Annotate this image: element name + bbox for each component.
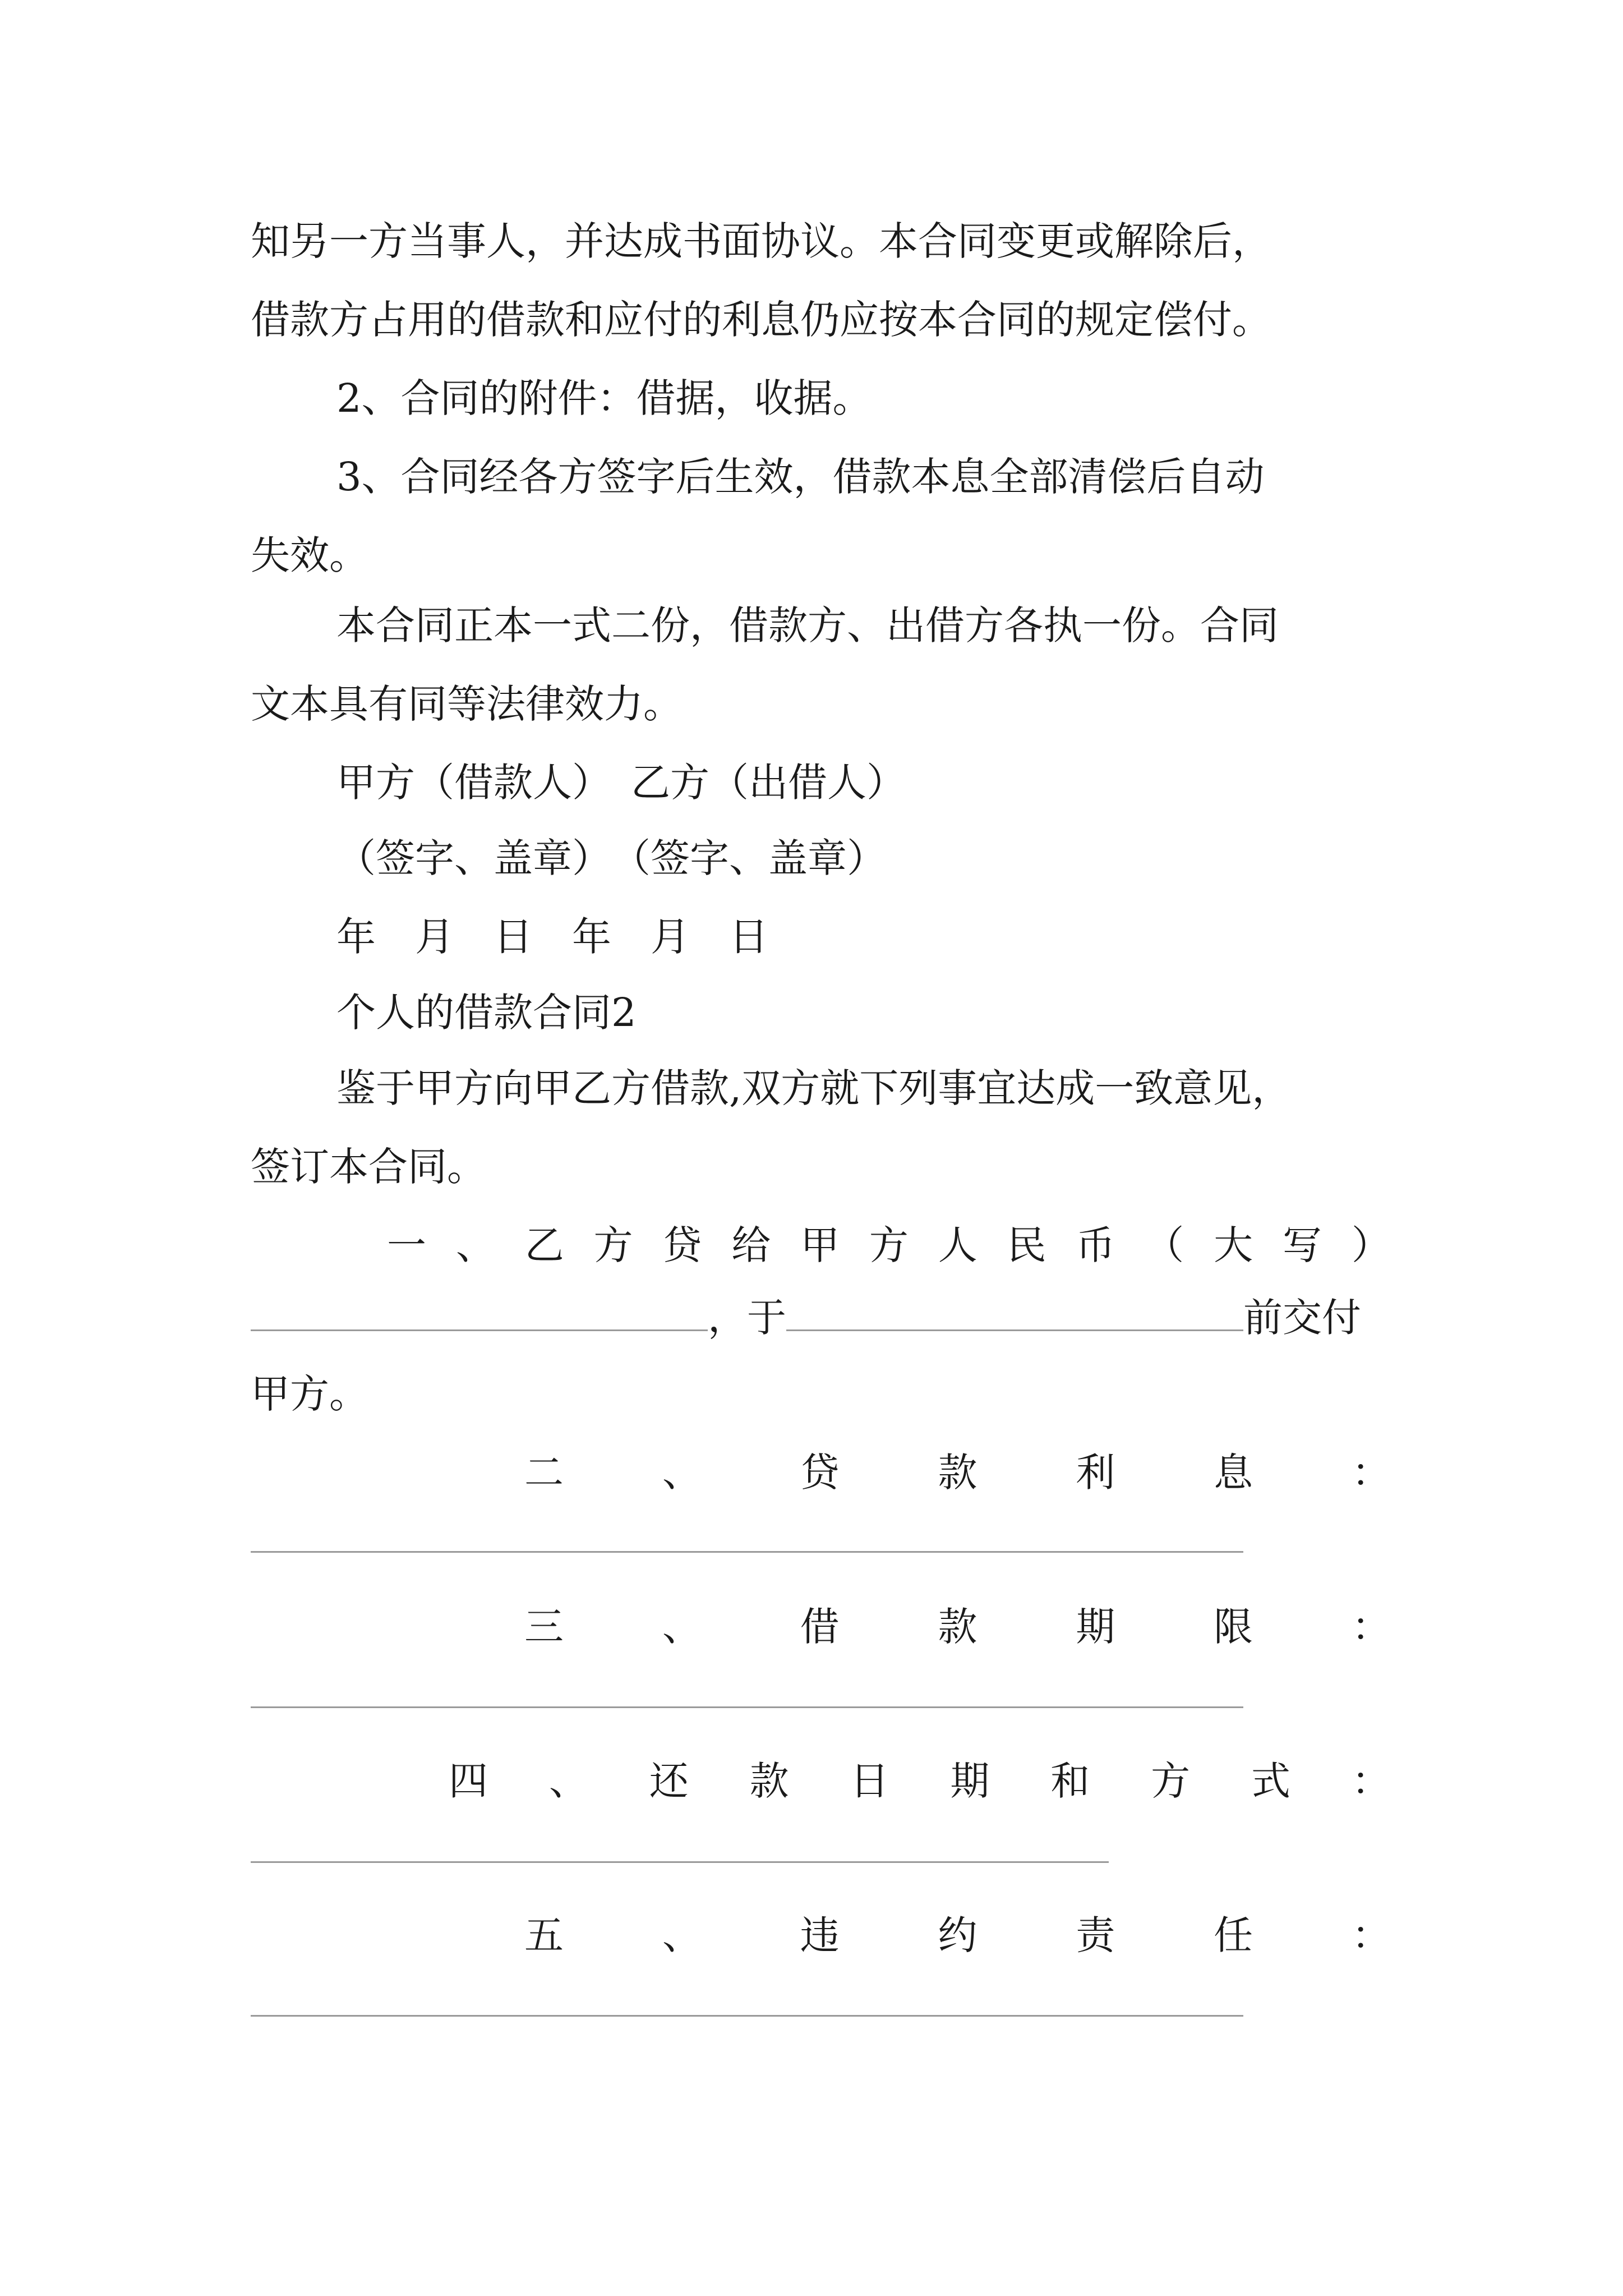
clause-5-heading [524, 1912, 1391, 1958]
heading-char: 和 [1050, 1758, 1090, 1804]
heading-char: 借 [800, 1604, 840, 1650]
heading-char: 、 [548, 1758, 588, 1804]
clause-1-heading [387, 1222, 1391, 1268]
clause-1-amount-line [251, 1295, 1361, 1341]
paragraph-line: 知另一方当事人，并达成书面协议。本合同变更或解除后， [251, 218, 1271, 264]
heading-char: ： [1351, 1758, 1391, 1804]
heading-char: （ [1145, 1222, 1184, 1268]
heading-char: 四 [449, 1758, 488, 1804]
heading-char: 限 [1214, 1604, 1253, 1650]
clause-5-blank[interactable] [251, 2015, 1243, 2017]
item-attachments: 2、合同的附件：借据，收据。 [336, 375, 872, 421]
heading-char: 约 [938, 1912, 978, 1958]
clause-3-heading [524, 1604, 1391, 1650]
heading-char: 乙 [524, 1222, 564, 1268]
heading-char: 款 [749, 1758, 789, 1804]
clause-1-text: ，于 [708, 1295, 786, 1341]
heading-char: 贷 [662, 1222, 702, 1268]
heading-char: 利 [1076, 1450, 1115, 1496]
heading-char: 日 [850, 1758, 889, 1804]
heading-char: ） [1351, 1222, 1391, 1268]
heading-char: 、 [662, 1604, 702, 1650]
copies-paragraph: 本合同正本一式二份，借款方、出借方各执一份。合同 [336, 602, 1279, 648]
heading-char: 责 [1076, 1912, 1115, 1958]
heading-char: 二 [524, 1450, 564, 1496]
heading-char: 款 [938, 1604, 978, 1650]
heading-char: 任 [1214, 1912, 1253, 1958]
heading-char: 方 [593, 1222, 633, 1268]
heading-char: 五 [524, 1912, 564, 1958]
paragraph-line: 文本具有同等法律效力。 [251, 681, 683, 727]
heading-char: ： [1351, 1604, 1391, 1650]
paragraph-line: 签订本合同。 [251, 1144, 486, 1190]
clause-3-blank[interactable] [251, 1706, 1243, 1708]
heading-char: 违 [800, 1912, 840, 1958]
heading-char: ： [1351, 1450, 1391, 1496]
clause-4-blank[interactable] [251, 1861, 1109, 1863]
heading-char: 民 [1007, 1222, 1046, 1268]
heading-char: 大 [1214, 1222, 1253, 1268]
heading-char: 人 [938, 1222, 978, 1268]
preamble-paragraph: 鉴于甲方向甲乙方借款,双方就下列事宜达成一致意见， [336, 1065, 1292, 1111]
heading-char: 方 [1151, 1758, 1191, 1804]
heading-char: 期 [1076, 1604, 1115, 1650]
heading-char: 甲 [800, 1222, 840, 1268]
heading-char: 一 [387, 1222, 426, 1268]
heading-char: 息 [1214, 1450, 1253, 1496]
signature-line: （签字、盖章） （签字、盖章） [336, 835, 886, 881]
amount-blank[interactable] [251, 1296, 708, 1331]
heading-char: 方 [869, 1222, 909, 1268]
heading-char: 款 [938, 1450, 978, 1496]
heading-char: 三 [524, 1604, 564, 1650]
heading-char: 币 [1076, 1222, 1115, 1268]
heading-char: 给 [731, 1222, 771, 1268]
clause-2-heading [524, 1450, 1391, 1496]
paragraph-line: 甲方。 [251, 1371, 368, 1417]
contract-title: 个人的借款合同2 [336, 990, 637, 1036]
item-effective: 3、合同经各方签字后生效，借款本息全部清偿后自动 [336, 454, 1265, 500]
clause-2-blank[interactable] [251, 1551, 1243, 1553]
heading-char: 、 [662, 1912, 702, 1958]
date-blank[interactable] [786, 1296, 1243, 1331]
clause-1-text: 前交付 [1243, 1295, 1361, 1341]
date-line: 年 月 日 年 月 日 [336, 914, 768, 960]
parties-line: 甲方（借款人） 乙方（出借人） [336, 760, 906, 806]
heading-char: ： [1351, 1912, 1391, 1958]
paragraph-line: 失效。 [251, 532, 368, 578]
heading-char: 式 [1251, 1758, 1290, 1804]
heading-char: 贷 [800, 1450, 840, 1496]
paragraph-line: 借款方占用的借款和应付的利息仍应按本合同的规定偿付。 [251, 297, 1271, 343]
clause-4-heading [449, 1758, 1391, 1804]
heading-char: 、 [455, 1222, 495, 1268]
heading-char: 、 [662, 1450, 702, 1496]
heading-char: 期 [950, 1758, 990, 1804]
heading-char: 写 [1282, 1222, 1322, 1268]
heading-char: 还 [649, 1758, 689, 1804]
